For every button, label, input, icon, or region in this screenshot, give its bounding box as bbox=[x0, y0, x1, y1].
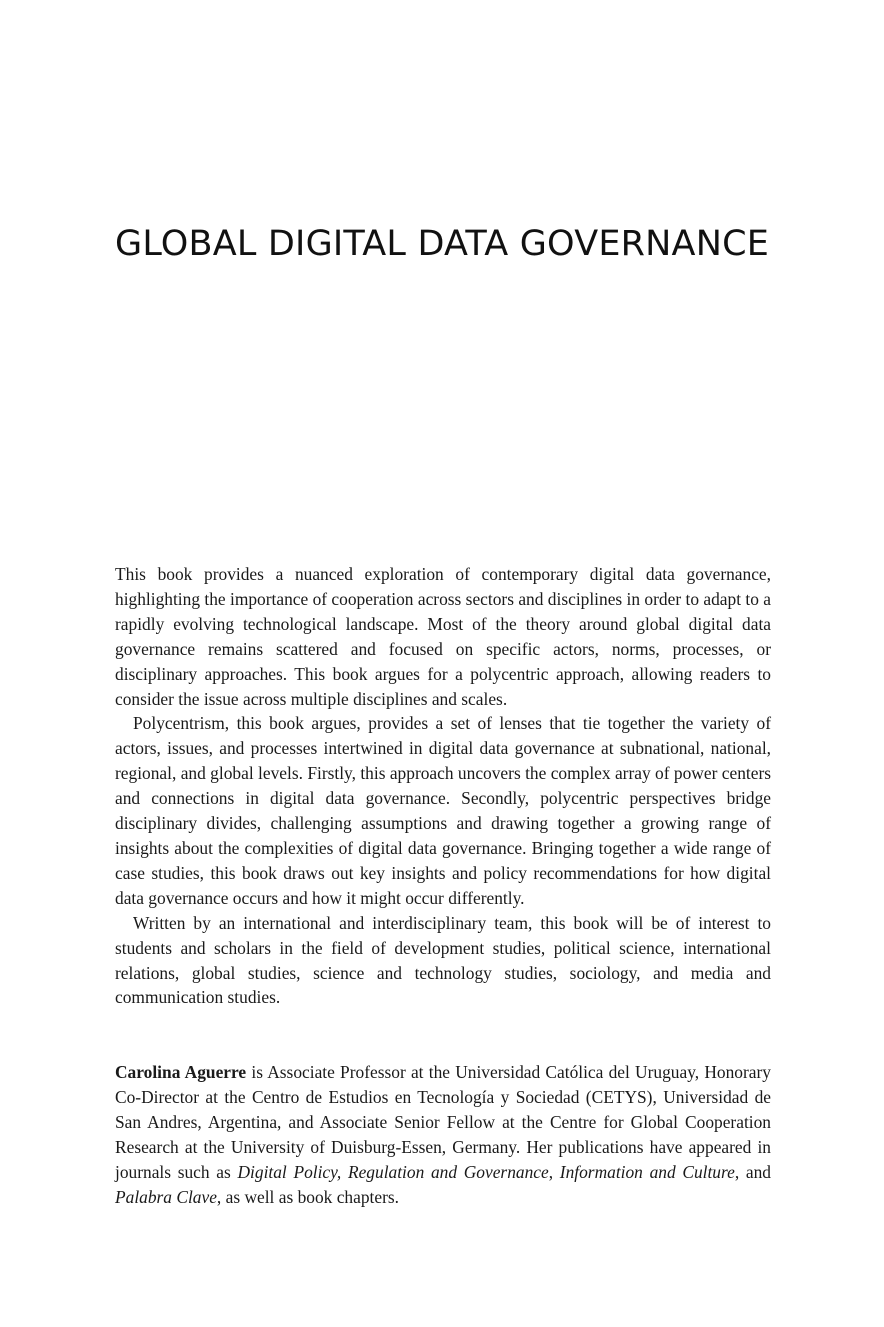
author-bio-text-1: is Associate Professor at the Universidad Católica del Uruguay, Honorary Co-Director at the Centro de Estudios en Tecnología y Sociedad (CETYS), Universidad de San Andres, Argentina, and Associate Senior Fellow at the Centre for Global Cooperation Research at the University of Duisburg-Essen, Germany. Her publications have appeared in journals such as bbox=[115, 1062, 771, 1182]
author-name: Carolina Aguerre bbox=[115, 1062, 247, 1082]
author-bio-text-2: , and bbox=[734, 1161, 771, 1182]
author-bio-text-3: , as well as book chapters. bbox=[216, 1186, 399, 1207]
author-bio-separator: , bbox=[548, 1161, 560, 1182]
journal-title-2: Information and Culture bbox=[559, 1161, 735, 1182]
journal-title-1: Digital Policy, Regulation and Governance bbox=[237, 1161, 549, 1182]
description-paragraph-3: Written by an international and interdisciplinary team, this book will be of interest to students and scholars in the field of development studies, political science, international relations, global studies, science and technology studies, sociology, and media and communication studies. bbox=[115, 912, 771, 1008]
description-paragraph-1: This book provides a nuanced exploration of contemporary digital data governance, highlighting the importance of cooperation across sectors and disciplines in order to adapt to a rapidly evolving technological landscape. Most of the theory around global digital data governance remains scattered and focused on specific actors, norms, processes, or disciplinary approaches. This book argues for a polycentric approach, allowing readers to consider the issue across multiple disciplines and scales. bbox=[115, 564, 771, 709]
description-paragraph-2: Polycentrism, this book argues, provides a set of lenses that tie together the variety of actors, issues, and processes intertwined in digital data governance at subnational, national, regional, and global levels. Firstly, this approach uncovers the complex array of power centers and connections in digital data governance. Secondly, polycentric perspectives bridge disciplinary divides, challenging assumptions and drawing together a growing range of insights about the complexities of digital data governance. Bringing together a wide range of case studies, this book draws out key insights and policy recommendations for how digital data governance occurs and how it might occur differently. bbox=[115, 713, 771, 908]
author-bio-paragraph bbox=[115, 1060, 771, 1209]
book-description bbox=[115, 562, 771, 1010]
journal-title-3: Palabra Clave bbox=[115, 1186, 217, 1207]
author-bio bbox=[115, 1060, 771, 1209]
page-title: GLOBAL DIGITAL DATA GOVERNANCE bbox=[115, 224, 770, 264]
